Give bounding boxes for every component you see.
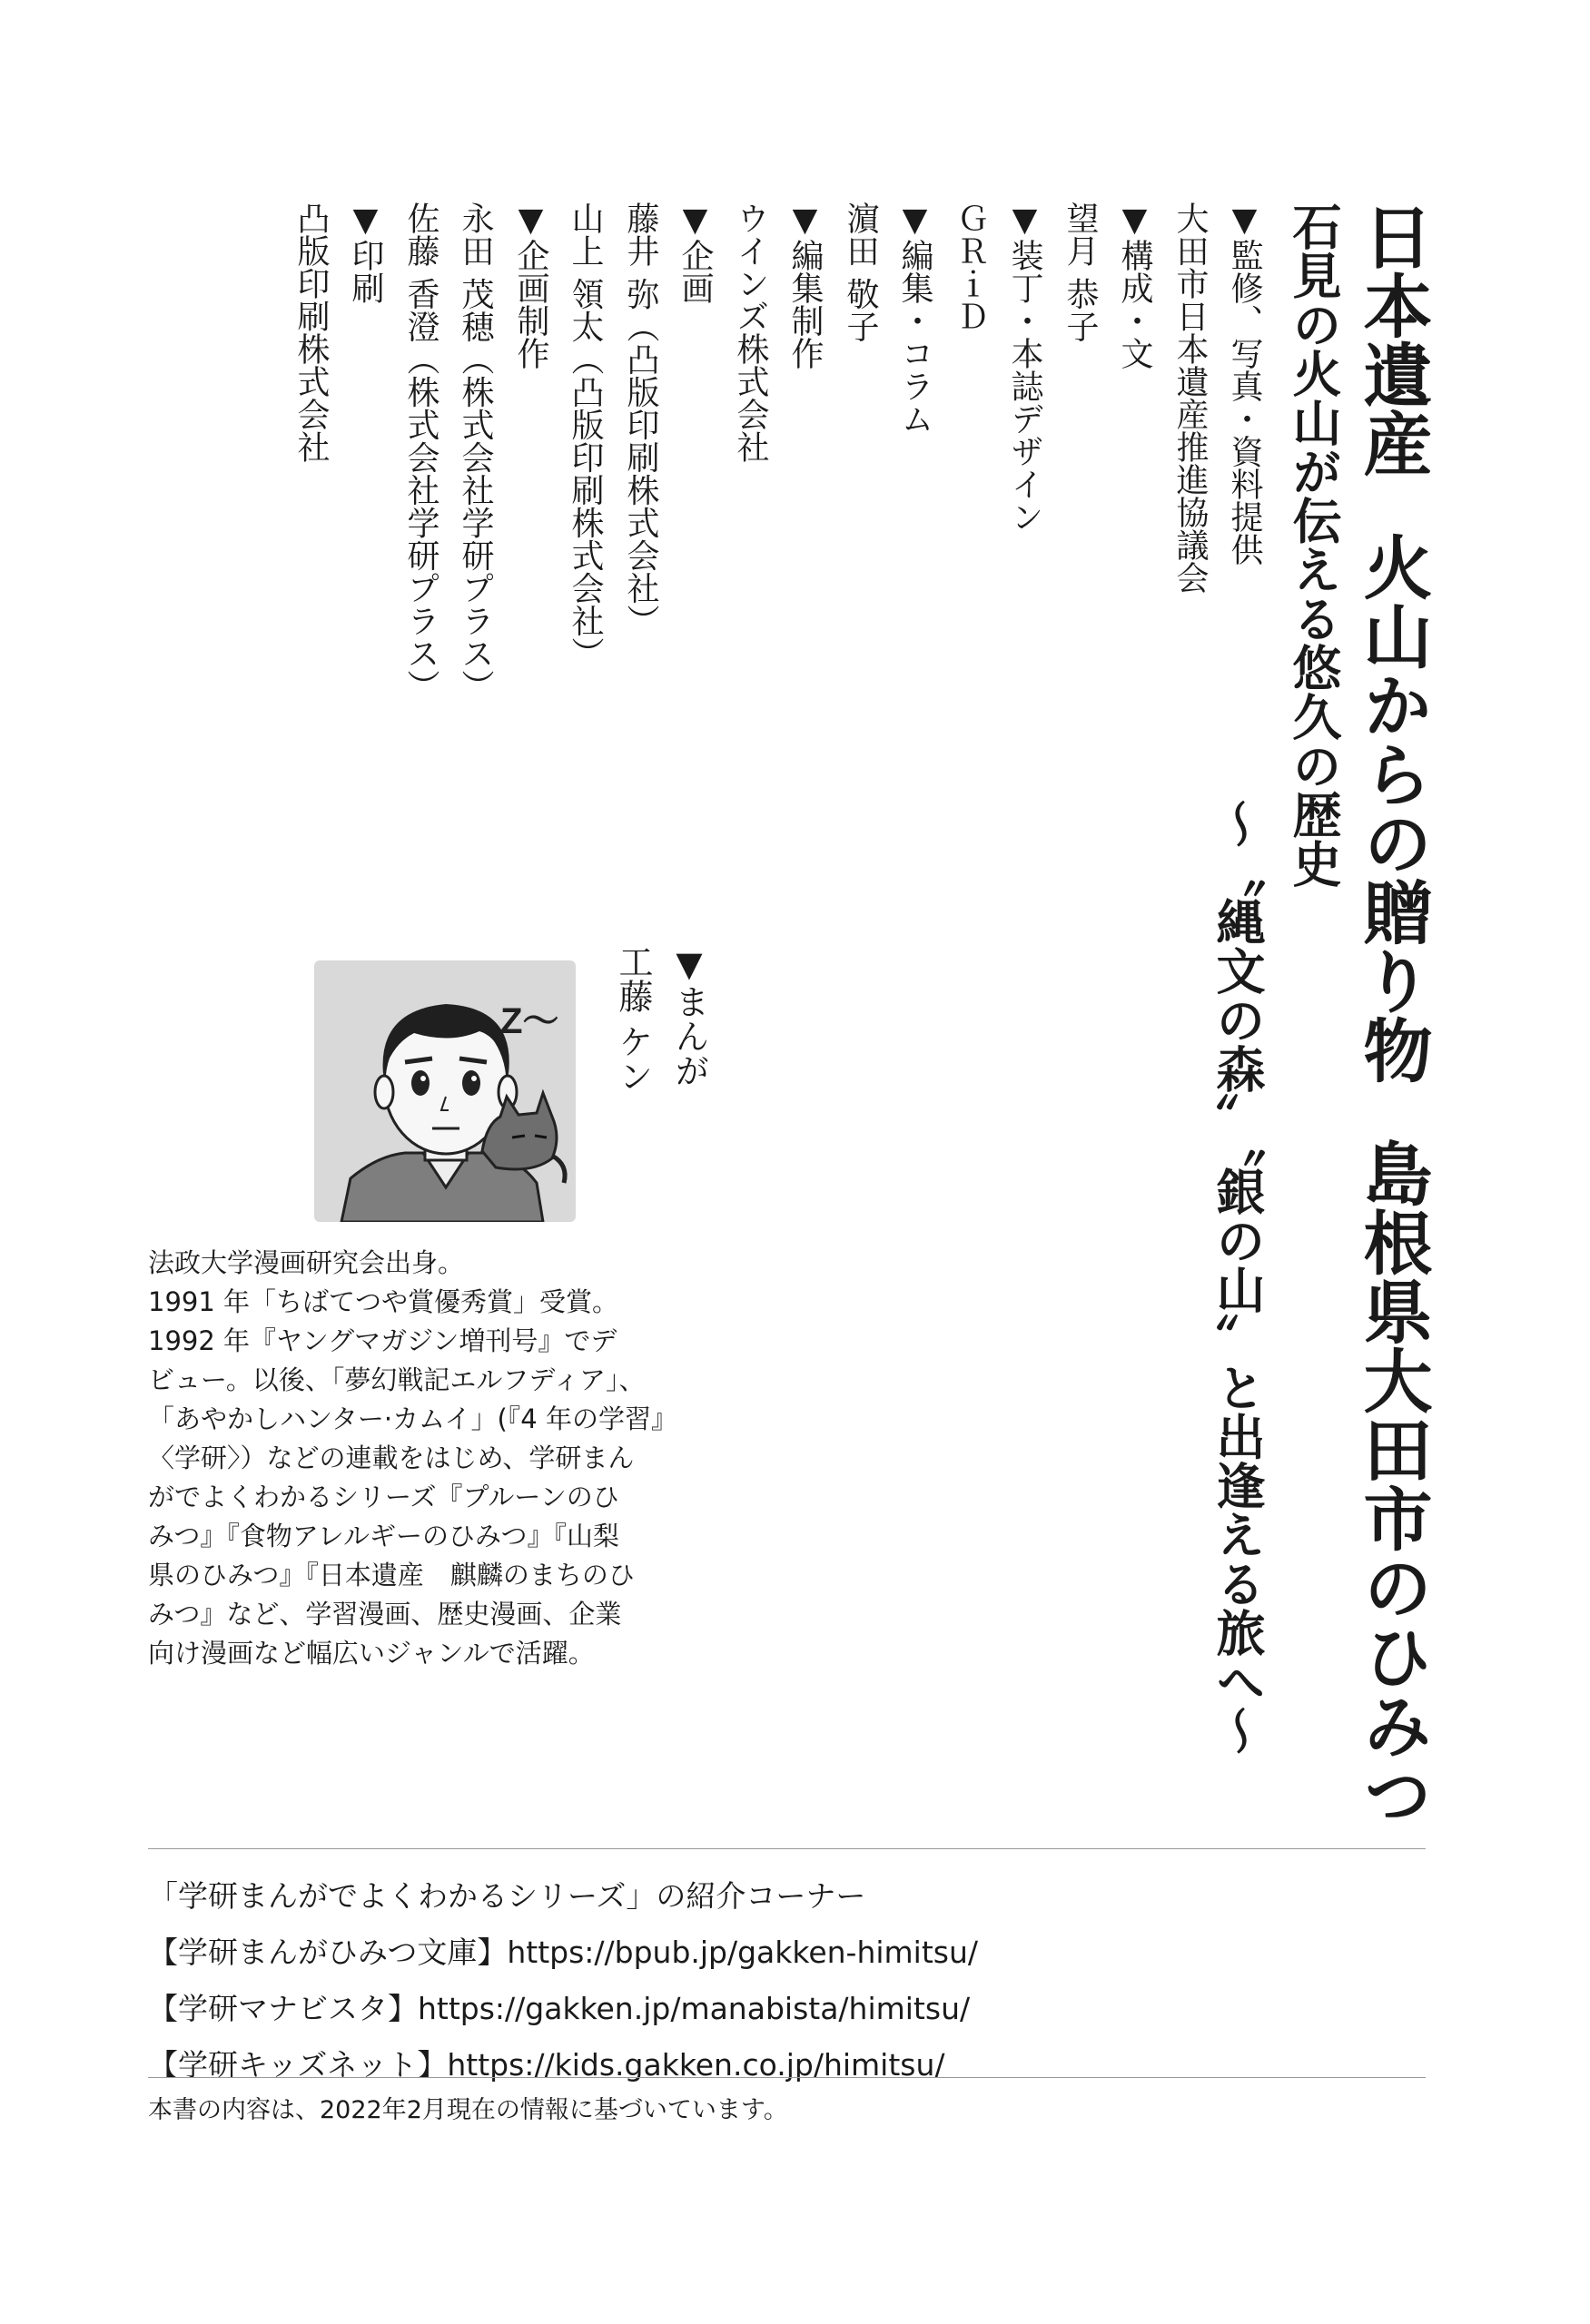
book-title: [1352, 202, 1433, 1828]
title-heritage: 日本遺産: [1352, 202, 1433, 478]
bio-line: ビュー。以後、「夢幻戦記エルフディア」、: [148, 1364, 646, 1395]
bio-line: 法政大学漫画研究会出身。: [148, 1247, 465, 1278]
link-url[interactable]: https://kids.gakken.co.jp/himitsu/: [447, 2047, 945, 2083]
credit-name: 大田市日本遺産推進協議会: [1171, 202, 1209, 594]
bio-line: 1992 年『ヤングマガジン増刊号』でデ: [148, 1325, 617, 1356]
credit-role: ▼構成・文: [1116, 202, 1153, 369]
manga-artist-name: 工藤 ケン: [613, 944, 653, 1094]
title-gift: 火山からの贈り物: [1352, 532, 1433, 1084]
credit-name: 藤井 弥（凸版印刷株式会社）: [622, 202, 659, 637]
cat-left-eye: [512, 1136, 525, 1137]
credit-role: ▼編集・コラム: [896, 202, 933, 435]
bio-line: みつ』など、学習漫画、歴史漫画、企業: [148, 1599, 622, 1630]
left-eye: [411, 1070, 430, 1096]
series-links: [148, 1868, 978, 2093]
credit-name: 凸版印刷株式会社: [292, 202, 330, 463]
title-main: 島根県大田市のひみつ: [1352, 1138, 1433, 1828]
subtitle: 石見の火山が伝える悠久の歴史: [1285, 202, 1342, 888]
credit-name: 永田 茂穂（株式会社学研プラス）: [457, 202, 494, 703]
series-heading: 「学研まんがでよくわかるシリーズ」の紹介コーナー: [148, 1878, 866, 1914]
bio-line: 県のひみつ』『日本遺産 麒麟のまちのひ: [148, 1560, 635, 1590]
bottom-divider: [148, 2077, 1426, 2078]
bio-line: がでよくわかるシリーズ『プルーンのひ: [148, 1482, 619, 1512]
credit-name: ウインズ株式会社: [732, 202, 769, 463]
bio-line: みつ』『食物アレルギーのひみつ』『山梨: [148, 1521, 619, 1551]
series-link-row: [148, 1925, 978, 1981]
credit-role: ▼装丁・本誌デザイン: [1006, 202, 1043, 533]
credit-role: ▼編集制作: [786, 202, 824, 369]
credit-name: 山上 領太（凸版印刷株式会社）: [567, 202, 604, 670]
credit-role: ▼企画制作: [512, 202, 549, 369]
credit-name: 佐藤 香澄（株式会社学研プラス）: [402, 202, 439, 703]
bio-line: 〈学研〉）などの連載をはじめ、学研まん: [148, 1443, 635, 1473]
series-link-row: [148, 1981, 978, 2037]
credit-name: 濵田 敬子: [842, 202, 879, 343]
series-link-row: [148, 2037, 978, 2093]
manga-role: ▼まんが: [669, 944, 709, 1088]
link-url[interactable]: https://bpub.jp/gakken-himitsu/: [507, 1935, 979, 1970]
credit-role: ▼企画: [676, 202, 714, 304]
right-eye: [462, 1070, 480, 1096]
top-divider: [148, 1848, 1426, 1849]
subtitle-tagline: ～〝縄文の森〟〝銀の山〟と出逢える旅へ～: [1209, 799, 1266, 1755]
bio-line: 向け漫画など幅広いジャンルで活躍。: [148, 1638, 595, 1669]
link-label: 【学研キッズネット】: [148, 2047, 448, 2083]
credit-name: 望月 恭子: [1062, 202, 1099, 343]
artist-biography: [148, 1244, 704, 1673]
cat-right-eye: [535, 1136, 547, 1137]
sleep-mark: Z～: [500, 1001, 559, 1041]
credit-role: ▼印刷: [347, 202, 384, 304]
artist-portrait: [314, 960, 576, 1222]
link-url[interactable]: https://gakken.jp/manabista/himitsu/: [418, 1991, 971, 2026]
info-date-note: 本書の内容は、2022年2月現在の情報に基づいています。: [148, 2096, 788, 2124]
credit-name: ＧＲｉＤ: [952, 202, 989, 332]
credit-role: ▼監修、写真・資料提供: [1226, 202, 1263, 566]
link-label: 【学研まんがひみつ文庫】: [148, 1935, 508, 1970]
bio-line: 「あやかしハンター·カムイ」(『4 年の学習』: [148, 1403, 677, 1434]
left-ear: [375, 1076, 393, 1108]
bio-line: 1991 年「ちばてつや賞優秀賞」受賞。: [148, 1286, 619, 1317]
link-label: 【学研マナビスタ】: [148, 1991, 418, 2026]
